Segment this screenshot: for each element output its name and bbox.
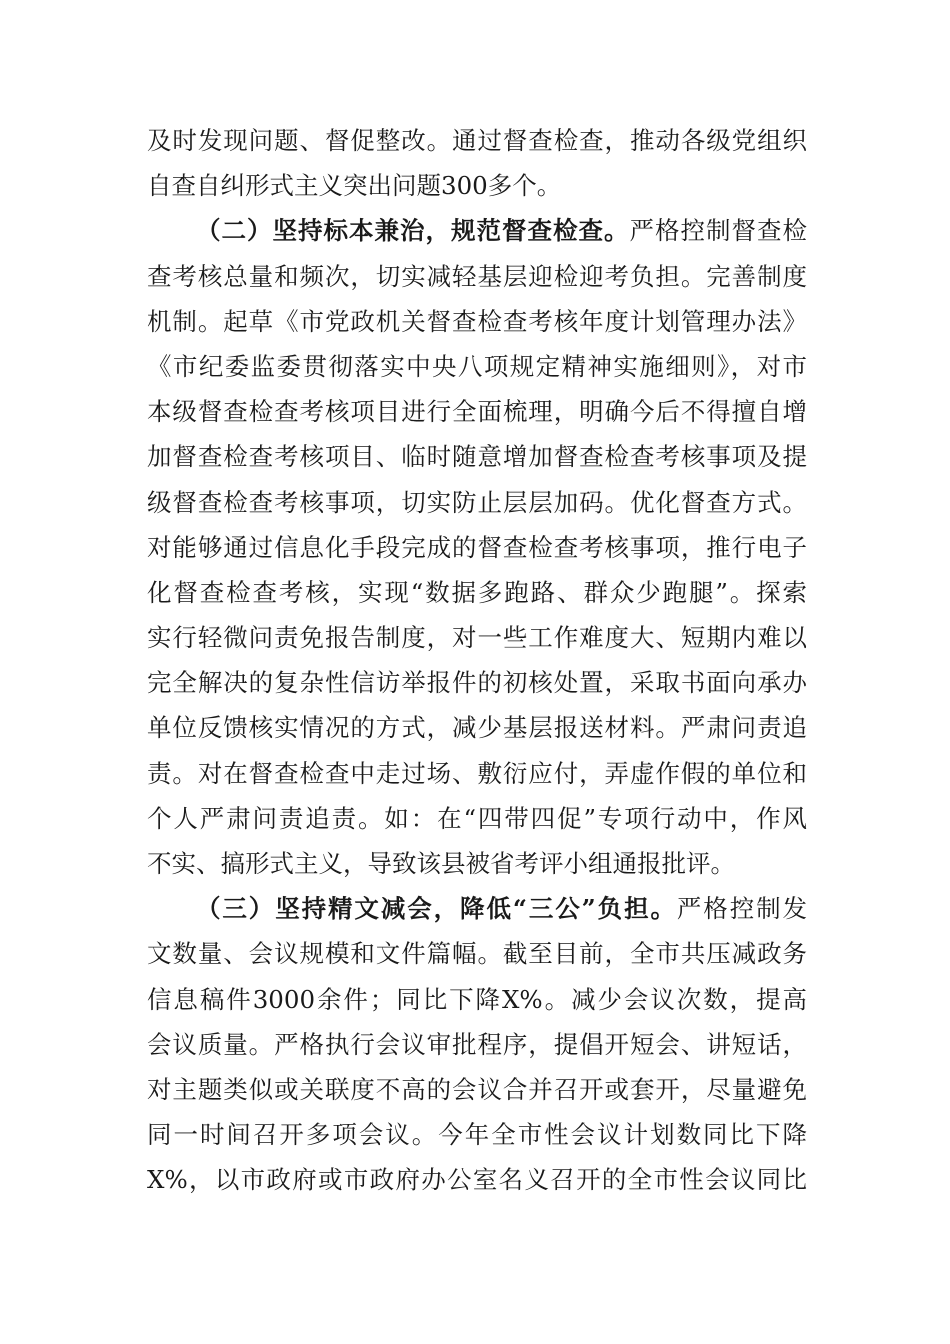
paragraph-2-line-12: 单位反馈核实情况的方式，减少基层报送材料。严肃问责追 (147, 713, 807, 743)
paragraph-3-line-5: 对主题类似或关联度不高的会议合并召开或套开，尽量避免 (147, 1074, 807, 1104)
paragraph-2-line-2: 查考核总量和频次，切实减轻基层迎检迎考负担。完善制度 (147, 261, 807, 291)
paragraph-3-line-1 (147, 886, 807, 931)
paragraph-3-line-3: 信息稿件3000余件；同比下降X%。减少会议次数，提高 (147, 984, 807, 1014)
paragraph-2-line-8: 对能够通过信息化手段完成的督查检查考核事项，推行电子 (147, 532, 807, 562)
paragraph-3-line-6: 同一时间召开多项会议。今年全市性会议计划数同比下降 (147, 1120, 807, 1150)
paragraph-2-line-10: 实行轻微问责免报告制度，对一些工作难度大、短期内难以 (147, 623, 807, 653)
document-body (147, 118, 807, 1203)
paragraph-1-line-2: 自查自纠形式主义突出问题300多个。 (147, 171, 562, 201)
paragraph-2-line-4: 《市纪委监委贯彻落实中央八项规定精神实施细则》，对市 (147, 351, 807, 381)
paragraph-3-heading: （三）坚持精文减会，降低“三公”负担。 (196, 894, 677, 924)
paragraph-2-line-5: 本级督查检查考核项目进行全面梳理，明确今后不得擅自增 (147, 397, 807, 427)
paragraph-2-line-14: 个人严肃问责追责。如：在“四带四促”专项行动中，作风 (147, 803, 807, 833)
paragraph-2-line-6: 加督查检查考核项目、临时随意增加督查检查考核事项及提 (147, 442, 807, 472)
paragraph-1-line-1: 及时发现问题、督促整改。通过督查检查，推动各级党组织 (147, 126, 807, 155)
paragraph-2-line-13: 责。对在督查检查中走过场、敷衍应付，弄虚作假的单位和 (147, 758, 807, 788)
paragraph-2-line-9: 化督查检查考核，实现“数据多跑路、群众少跑腿”。探索 (147, 577, 807, 607)
paragraph-3-line-4: 会议质量。严格执行会议审批程序，提倡开短会、讲短话， (147, 1029, 807, 1059)
paragraph-2-line-1 (147, 208, 807, 253)
paragraph-2-line-1-text: 严格控制督查检 (629, 216, 807, 246)
paragraph-2-line-7: 级督查检查考核事项，切实防止层层加码。优化督查方式。 (147, 487, 807, 517)
paragraph-3-line-2: 文数量、会议规模和文件篇幅。截至目前，全市共压减政务 (147, 939, 807, 969)
paragraph-2-line-11: 完全解决的复杂性信访举报件的初核处置，采取书面向承办 (147, 668, 807, 698)
paragraph-2-heading: （二）坚持标本兼治，规范督查检查。 (196, 216, 630, 246)
paragraph-3-line-1-text: 严格控制发 (676, 894, 808, 924)
paragraph-3-line-7: X%，以市政府或市政府办公室名义召开的全市性会议同比 (147, 1165, 807, 1195)
paragraph-2-line-15: 不实、搞形式主义，导致该县被省考评小组通报批评。 (147, 849, 735, 878)
paragraph-2-line-3: 机制。起草《市党政机关督查检查考核年度计划管理办法》 (147, 306, 807, 336)
